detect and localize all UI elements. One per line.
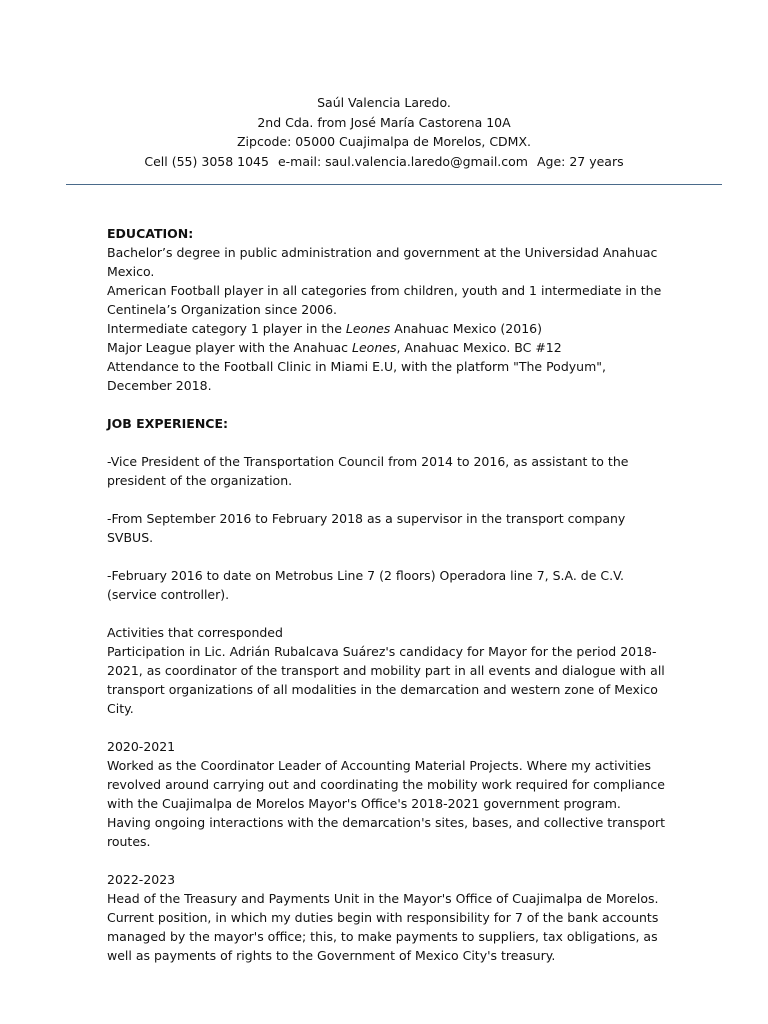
zipcode-line: Zipcode: 05000 Cuajimalpa de Morelos, CDMX. — [236, 134, 531, 149]
cell-phone: Cell (55) 3058 1045 — [144, 153, 269, 169]
education-major-league-team: Leones — [352, 340, 397, 355]
street-address: 2nd Cda. from José María Castorena 10A — [257, 114, 511, 130]
resume-body — [107, 224, 667, 965]
experience-metrobus: -February 2016 to date on Metrobus Line 7 (2 floors) Operadora line 7, S.A. de C.V. (service controller). — [107, 568, 624, 602]
education-football: American Football player in all categories from children, youth and 1 intermediate in the Centinela’s Organization since 2006. — [107, 283, 662, 317]
education-intermediate-rest: Anahuac Mexico (2016) — [390, 321, 542, 336]
contact-header — [0, 93, 768, 171]
experience-supervisor: -From September 2016 to February 2018 as a supervisor in the transport company SVBUS. — [107, 511, 626, 545]
education-major-league-text: Major League player with the Anahuac — [107, 340, 353, 355]
education-degree: Bachelor’s degree in public administration and government at the Universidad Anahuac Mexico. — [107, 245, 658, 279]
text-2020-2021: Worked as the Coordinator Leader of Accounting Material Projects. Where my activities revolved around carrying out and coordinating the mobility work required for compliance with the Cuajimalpa de Morelos Mayor's Office's 2018-2021 government program. Having ongoing interactions with the demarcation's sites, bases, and collective transport routes. — [107, 758, 666, 849]
text-2022-2023: Head of the Treasury and Payments Unit in the Mayor's Office of Cuajimalpa de Morelos. Current position, in which my duties begin with responsibility for 7 of the bank accounts managed by the mayor's office; this, to make payments to suppliers, tax obligations, as well as payments of rights to the Government of Mexico City's treasury. — [107, 891, 659, 963]
education-major-league — [107, 338, 667, 357]
education-clinic: Attendance to the Football Clinic in Miami E.U, with the platform "The Podyum", December 2018. — [107, 359, 606, 393]
candidate-name: Saúl Valencia Laredo. — [317, 95, 451, 110]
education-intermediate-text: Intermediate category 1 player in the — [107, 321, 346, 336]
email-address: e-mail: saul.valencia.laredo@gmail.com — [277, 153, 528, 169]
header-divider — [66, 184, 722, 185]
education-major-league-rest: , Anahuac Mexico. BC #12 — [396, 340, 562, 355]
experience-vice-president: -Vice President of the Transportation Council from 2014 to 2016, as assistant to the president of the organization. — [107, 454, 629, 488]
job-experience-heading: JOB EXPERIENCE: — [107, 416, 229, 431]
activities-title: Activities that corresponded — [107, 625, 283, 640]
education-heading: EDUCATION: — [107, 226, 194, 241]
period-2022-2023: 2022-2023 — [107, 872, 176, 887]
activities-text: Participation in Lic. Adrián Rubalcava Suárez's candidacy for Mayor for the period 2018-2021, as coordinator of the transport and mobility part in all events and dialogue with all transport organizations of all modalities in the demarcation and western zone of Mexico City. — [107, 644, 665, 716]
contact-line — [0, 152, 768, 172]
education-intermediate — [107, 319, 667, 338]
period-2020-2021: 2020-2021 — [107, 739, 176, 754]
age: Age: 27 years — [536, 153, 624, 169]
education-intermediate-team: Leones — [345, 321, 391, 336]
